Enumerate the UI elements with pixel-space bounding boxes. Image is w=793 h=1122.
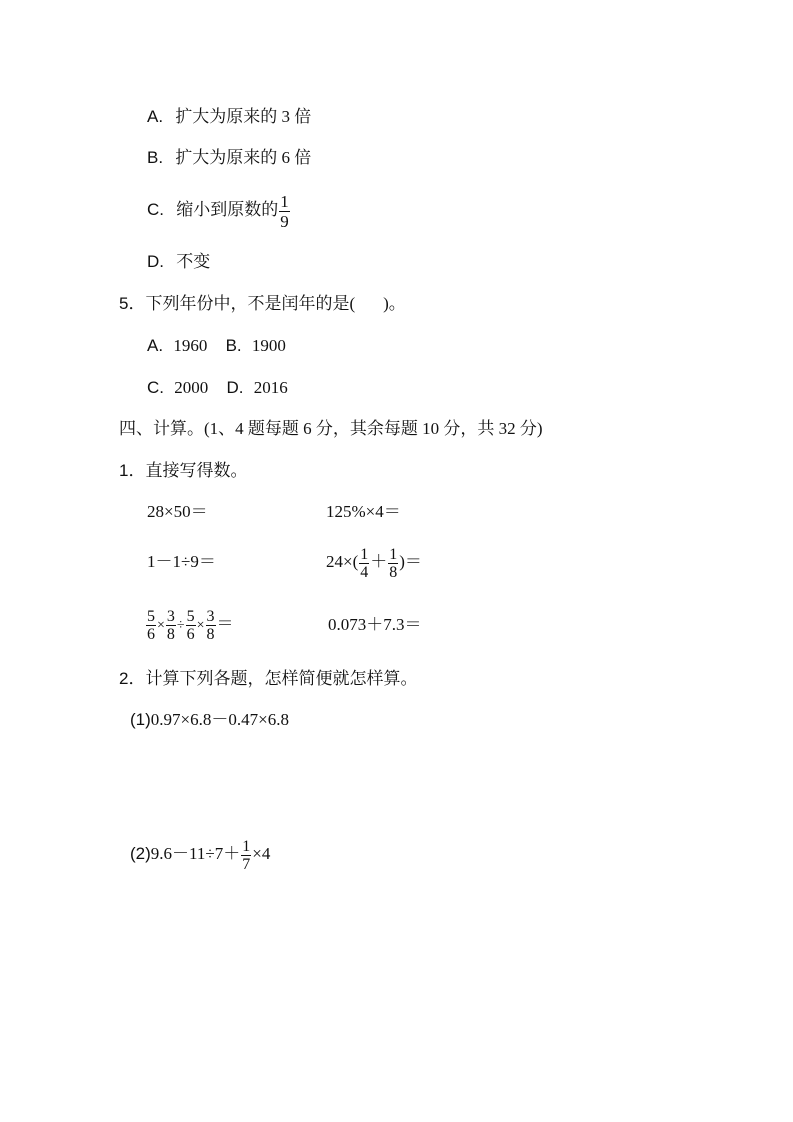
q5-options-row-2: [147, 378, 288, 398]
sub-problem-1: [130, 710, 289, 730]
calc-item-b: 125%×4＝: [326, 502, 401, 521]
q5-stem: [119, 294, 406, 314]
q4-option-d: [147, 252, 210, 272]
section-title: 四、计算。(1、4 题每题 6 分，其余每题 10 分，共 32 分): [119, 419, 543, 438]
problem-1-title: [119, 461, 247, 481]
option-text: 2000: [174, 378, 209, 397]
option-text: 2016: [253, 378, 288, 397]
option-letter: A.: [147, 107, 164, 126]
option-text: 1900: [251, 336, 286, 355]
fraction: $\frac{3}{8}$: [166, 607, 175, 643]
calc-item-d: 24×( $\frac{1}{4}$ ＋ $\frac{1}{8}$ )＝: [326, 545, 422, 581]
fraction: $\frac{5}{6}$: [147, 607, 155, 643]
option-text: 不变: [176, 252, 211, 271]
sub-problem-label: (2): [130, 844, 151, 863]
q5-options-row-1: [147, 336, 286, 356]
calc-item-a: 28×50＝: [147, 502, 208, 521]
option-letter: A.: [147, 336, 164, 355]
option-letter: B.: [225, 336, 242, 355]
sub-problem-expression: 0.97×6.8－0.47×6.8: [150, 710, 289, 729]
fraction: $\frac{5}{6}$: [186, 607, 195, 643]
calc-item-e: $\frac{5}{6}$ × $\frac{3}{8}$ ÷ $\frac{5}{6}$ × $\frac{3}{8}$ ＝: [147, 607, 234, 643]
q4-option-c: [147, 190, 291, 231]
option-text: 缩小到原数的: [176, 200, 279, 219]
fraction: $\frac{3}{8}$: [206, 607, 215, 643]
q4-option-a: [147, 107, 311, 127]
question-number: 5．: [119, 294, 146, 313]
option-letter: D.: [147, 252, 164, 271]
sub-problem-label: (1): [130, 710, 151, 729]
problem-number: 2．: [119, 669, 146, 688]
sub-problem-expression: 9.6－11÷7＋: [150, 844, 241, 863]
problem-number: 1．: [119, 461, 146, 480]
fraction: $\frac{1}{9}$: [280, 191, 289, 231]
option-text: 1960: [173, 336, 208, 355]
fraction: $\frac{1}{7}$: [242, 837, 251, 873]
sub-problem-2: (2)9.6－11÷7＋ $\frac{1}{7}$ ×4: [130, 837, 271, 873]
question-text: 下列年份中，不是闰年的是(: [145, 294, 356, 313]
q4-option-b: [147, 148, 311, 168]
option-letter: B.: [147, 148, 164, 167]
option-letter: C.: [147, 378, 164, 397]
question-text-end: )。: [383, 294, 406, 313]
option-letter: C.: [147, 200, 164, 219]
option-text: 扩大为原来的 6 倍: [175, 148, 312, 167]
fraction: $\frac{1}{4}$: [360, 545, 369, 581]
option-letter: D.: [226, 378, 244, 397]
fraction: $\frac{1}{8}$: [389, 545, 398, 581]
problem-2-title: [119, 669, 417, 689]
problem-text: 计算下列各题，怎样简便就怎样算。: [145, 669, 418, 688]
option-text: 扩大为原来的 3 倍: [175, 107, 312, 126]
problem-text: 直接写得数。: [145, 461, 248, 480]
calc-item-c: 1－1÷9＝: [147, 552, 216, 571]
calc-item-f: 0.073＋7.3＝: [328, 615, 422, 634]
